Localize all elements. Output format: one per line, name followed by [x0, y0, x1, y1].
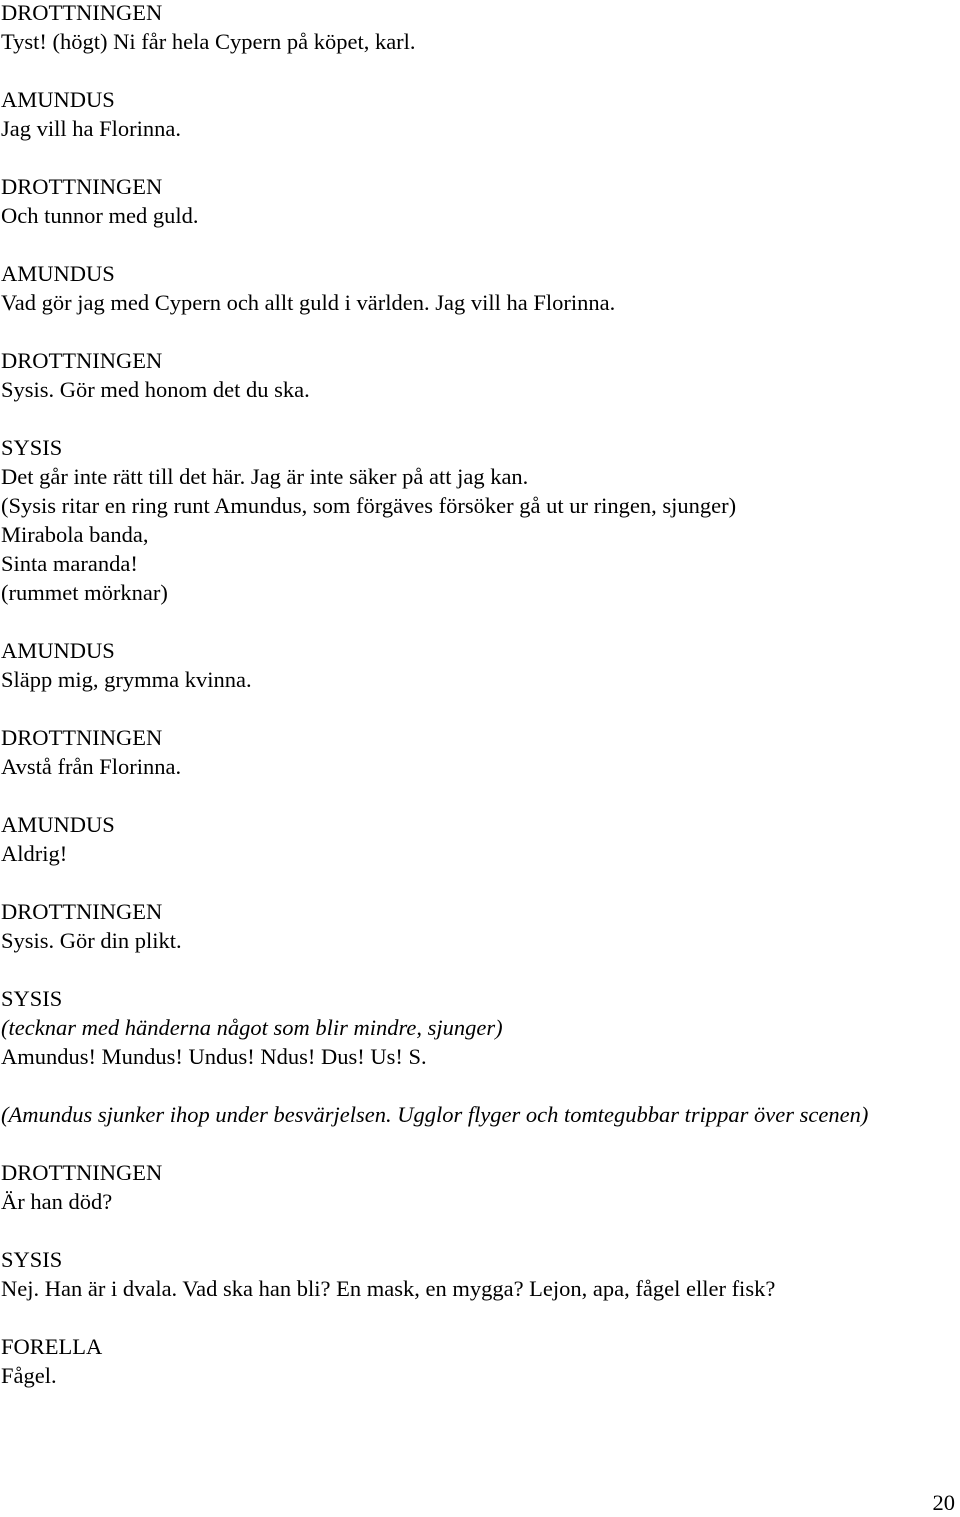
- dialogue-line: Sinta maranda!: [1, 551, 138, 576]
- dialogue-line: Vad gör jag med Cypern och allt guld i världen. Jag vill ha Florinna.: [1, 290, 616, 315]
- speaker-name: SYSIS: [1, 435, 63, 460]
- dialogue-block: [1, 172, 951, 230]
- dialogue-block: [1, 433, 951, 607]
- speaker-name: AMUNDUS: [1, 261, 115, 286]
- stage-direction: (Amundus sjunker ihop under besvärjelsen. Ugglor flyger och tomtegubbar trippar över scenen): [1, 1102, 869, 1127]
- dialogue-block: [1, 636, 951, 694]
- dialogue-line: Och tunnor med guld.: [1, 203, 199, 228]
- speaker-name: AMUNDUS: [1, 638, 115, 663]
- script-page: [1, 0, 951, 1419]
- dialogue-line: Fågel.: [1, 1363, 57, 1388]
- speaker-name: SYSIS: [1, 986, 63, 1011]
- dialogue-block: [1, 259, 951, 317]
- dialogue-block: [1, 984, 951, 1071]
- dialogue-block: [1, 810, 951, 868]
- dialogue-block: [1, 1100, 951, 1129]
- dialogue-block: [1, 0, 951, 56]
- dialogue-line: (rummet mörknar): [1, 580, 168, 605]
- speaker-name: SYSIS: [1, 1247, 63, 1272]
- speaker-name: FORELLA: [1, 1334, 103, 1359]
- dialogue-line: Sysis. Gör med honom det du ska.: [1, 377, 310, 402]
- dialogue-block: [1, 85, 951, 143]
- dialogue-line: Mirabola banda,: [1, 522, 149, 547]
- speaker-name: DROTTNINGEN: [1, 174, 163, 199]
- speaker-name: AMUNDUS: [1, 87, 115, 112]
- stage-direction: (tecknar med händerna något som blir mindre, sjunger): [1, 1015, 503, 1040]
- dialogue-block: [1, 1245, 951, 1303]
- dialogue-line: Nej. Han är i dvala. Vad ska han bli? En mask, en mygga? Lejon, apa, fågel eller fisk?: [1, 1276, 776, 1301]
- page-number: 20: [932, 1490, 955, 1515]
- speaker-name: DROTTNINGEN: [1, 348, 163, 373]
- dialogue-line: Tyst! (högt) Ni får hela Cypern på köpet, karl.: [1, 29, 416, 54]
- dialogue-block: [1, 346, 951, 404]
- dialogue-line: Är han död?: [1, 1189, 113, 1214]
- dialogue-line: Amundus! Mundus! Undus! Ndus! Dus! Us! S.: [1, 1044, 427, 1069]
- dialogue-block: [1, 1158, 951, 1216]
- dialogue-line: Aldrig!: [1, 841, 68, 866]
- speaker-name: DROTTNINGEN: [1, 0, 163, 25]
- dialogue-block: [1, 897, 951, 955]
- speaker-name: DROTTNINGEN: [1, 899, 163, 924]
- dialogue-line: (Sysis ritar en ring runt Amundus, som förgäves försöker gå ut ur ringen, sjunger): [1, 493, 737, 518]
- speaker-name: AMUNDUS: [1, 812, 115, 837]
- dialogue-line: Avstå från Florinna.: [1, 754, 182, 779]
- dialogue-line: Släpp mig, grymma kvinna.: [1, 667, 252, 692]
- dialogue-line: Sysis. Gör din plikt.: [1, 928, 182, 953]
- speaker-name: DROTTNINGEN: [1, 1160, 163, 1185]
- dialogue-block: [1, 723, 951, 781]
- dialogue-line: Det går inte rätt till det här. Jag är inte säker på att jag kan.: [1, 464, 529, 489]
- dialogue-block: [1, 1332, 951, 1390]
- speaker-name: DROTTNINGEN: [1, 725, 163, 750]
- dialogue-line: Jag vill ha Florinna.: [1, 116, 181, 141]
